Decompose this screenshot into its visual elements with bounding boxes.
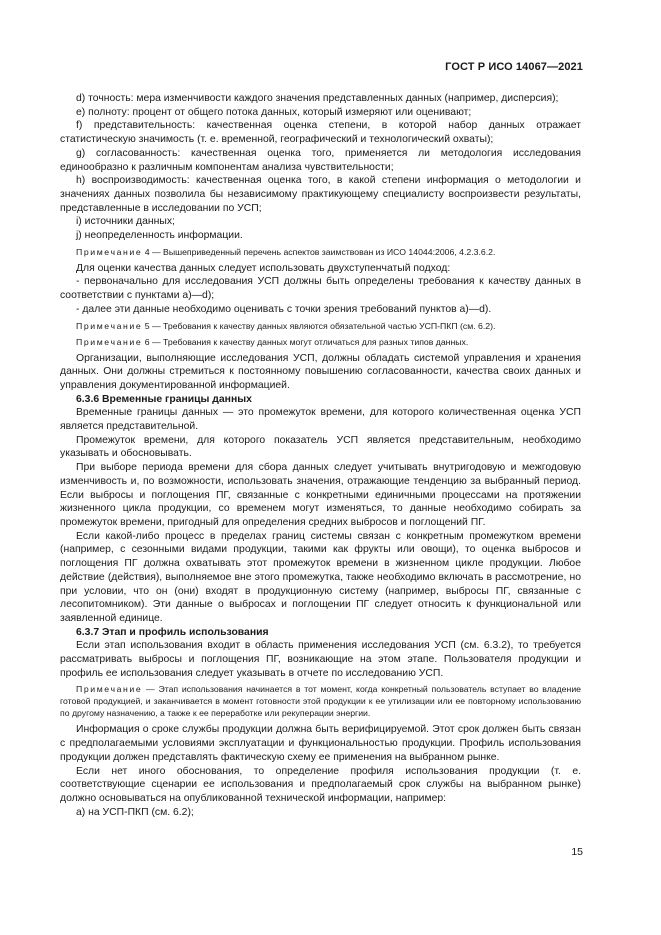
section-heading-637: 6.3.7 Этап и профиль использования bbox=[76, 626, 269, 638]
note-text: 5 — Требования к качеству данных являются обязательной частью УСП-ПКП (см. 6.2). bbox=[142, 320, 496, 331]
list-item-a: a) на УСП-ПКП (см. 6.2); bbox=[76, 806, 194, 818]
list-item-g: g) согласованность: качественная оценка того, применяется ли методология исследования единообразно к различным компонентам анализа чувствительности; bbox=[60, 147, 581, 173]
list-item-j: j) неопределенность информации. bbox=[76, 230, 243, 242]
approach-step-2: - далее эти данные необходимо оценивать с точки зрения требований пунктов a)—d). bbox=[76, 303, 492, 315]
list-item-d: d) точность: мера изменчивости каждого значения представленных данных (например, дисперсия); bbox=[76, 93, 559, 104]
note-label: Примечание bbox=[76, 246, 143, 257]
list-item-e: e) полноту: процент от общего потока данных, который измеряют или оценивают; bbox=[76, 106, 472, 118]
paragraph: Информация о сроке службы продукции должна быть верифицируемой. Этот срок должен быть связан с предполагаемыми условиями эксплуатации и функциональностью продукции. Профиль использования продукции должен представлять фактическую схему ее применения на выбранном рынке. bbox=[60, 724, 581, 763]
note-label: Примечание bbox=[76, 684, 143, 695]
note-label: Примечание bbox=[76, 320, 143, 331]
paragraph: Если этап использования входит в область применения исследования УСП (см. 6.3.2), то требуется рассматривать выбросы и поглощения ПГ, возникающие на этом этапе. Пользователя продукции и профиль ее использования следует указывать в отчете по исследованию УСП. bbox=[60, 640, 581, 679]
note-use-stage bbox=[60, 683, 581, 719]
list-item-h: h) воспроизводимость: качественная оценка того, в какой степени информация о методологии и значениях данных позволила бы независимому практикующему специалисту воспроизвести результаты, представленные в исследовании по УСП; bbox=[60, 175, 581, 214]
page-number: 15 bbox=[571, 846, 583, 858]
approach-intro: Для оценки качества данных следует использовать двухступенчатый подход: bbox=[76, 262, 451, 274]
list-item-f: f) представительность: качественная оценка степени, в которой набор данных отражает статистическую значимость (т. е. временной, географический и технологический охваты); bbox=[60, 120, 581, 146]
main-text bbox=[60, 92, 581, 819]
note-text: 4 — Вышеприведенный перечень аспектов заимствован из ИСО 14044:2006, 4.2.3.6.2. bbox=[142, 246, 496, 257]
note-label: Примечание bbox=[76, 336, 143, 347]
org-paragraph: Организации, выполняющие исследования УСП, должны обладать системой управления и хранения данных. Они должны стремиться к постоянному повышению согласованности, качества своих данных и управления документированной информацией. bbox=[60, 352, 581, 391]
list-item-i: i) источники данных; bbox=[76, 216, 175, 228]
note-6 bbox=[60, 336, 581, 348]
note-text: 6 — Требования к качеству данных могут отличаться для разных типов данных. bbox=[142, 336, 469, 347]
paragraph: Временные границы данных — это промежуток времени, для которого количественная оценка УСП является представительной. bbox=[60, 407, 581, 433]
note-text: — Этап использования начинается в тот момент, когда конкретный пользователь вступает во владение готовой продукцией, и заканчивается в момент готовности этой продукции к ее утилизации или ее повторному использованию по другому назначению, а также к ее переработке или рекуперации энергии. bbox=[60, 684, 581, 719]
approach-step-1: - первоначально для исследования УСП должны быть определены требования к качеству данных в соответствии с пунктами a)—d); bbox=[60, 276, 581, 302]
section-heading-636: 6.3.6 Временные границы данных bbox=[76, 393, 252, 405]
paragraph: При выборе периода времени для сбора данных следует учитывать внутригодовую и межгодовую изменчивость и, по возможности, использовать значения, отражающие тенденцию за выбранный период. Если выбросы и поглощения ПГ, связанные с конкретными единичными процессами на протяжении жизненного цикла продукции, со временем могут изменяться, то данные необходимо собирать за промежуток времени, пригодный для определения средних выбросов и поглощений ПГ. bbox=[60, 462, 581, 528]
paragraph: Если нет иного обоснования, то определение профиля использования продукции (т. е. соответствующие сценарии ее использования и предполагаемый срок службы на выбранном рынке) должно основываться на опубликованной технической информации, например: bbox=[60, 765, 581, 804]
paragraph: Промежуток времени, для которого показатель УСП является представительным, необходимо указывать и обосновывать. bbox=[60, 434, 581, 460]
note-4 bbox=[60, 246, 581, 258]
standard-header: ГОСТ Р ИСО 14067—2021 bbox=[445, 61, 583, 73]
note-5 bbox=[60, 320, 581, 332]
paragraph: Если какой-либо процесс в пределах границ системы связан с конкретным промежутком времени (например, с сезонными видами продукции, такими как фрукты или овощи), то оценка выбросов и поглощения ПГ должна охватывать этот промежуток времени в жизненном цикле продукции. Любое действие (действия), выполняемое вне этого промежутка, также необходимо включать в рассмотрение, но при условии, что он (они) входят в продукционную систему (например, выбросы ПГ, связанные с лесопитомником). Эти данные о выбросах и поглощении ПГ следует относить к функциональной или заявленной единице. bbox=[60, 530, 581, 624]
